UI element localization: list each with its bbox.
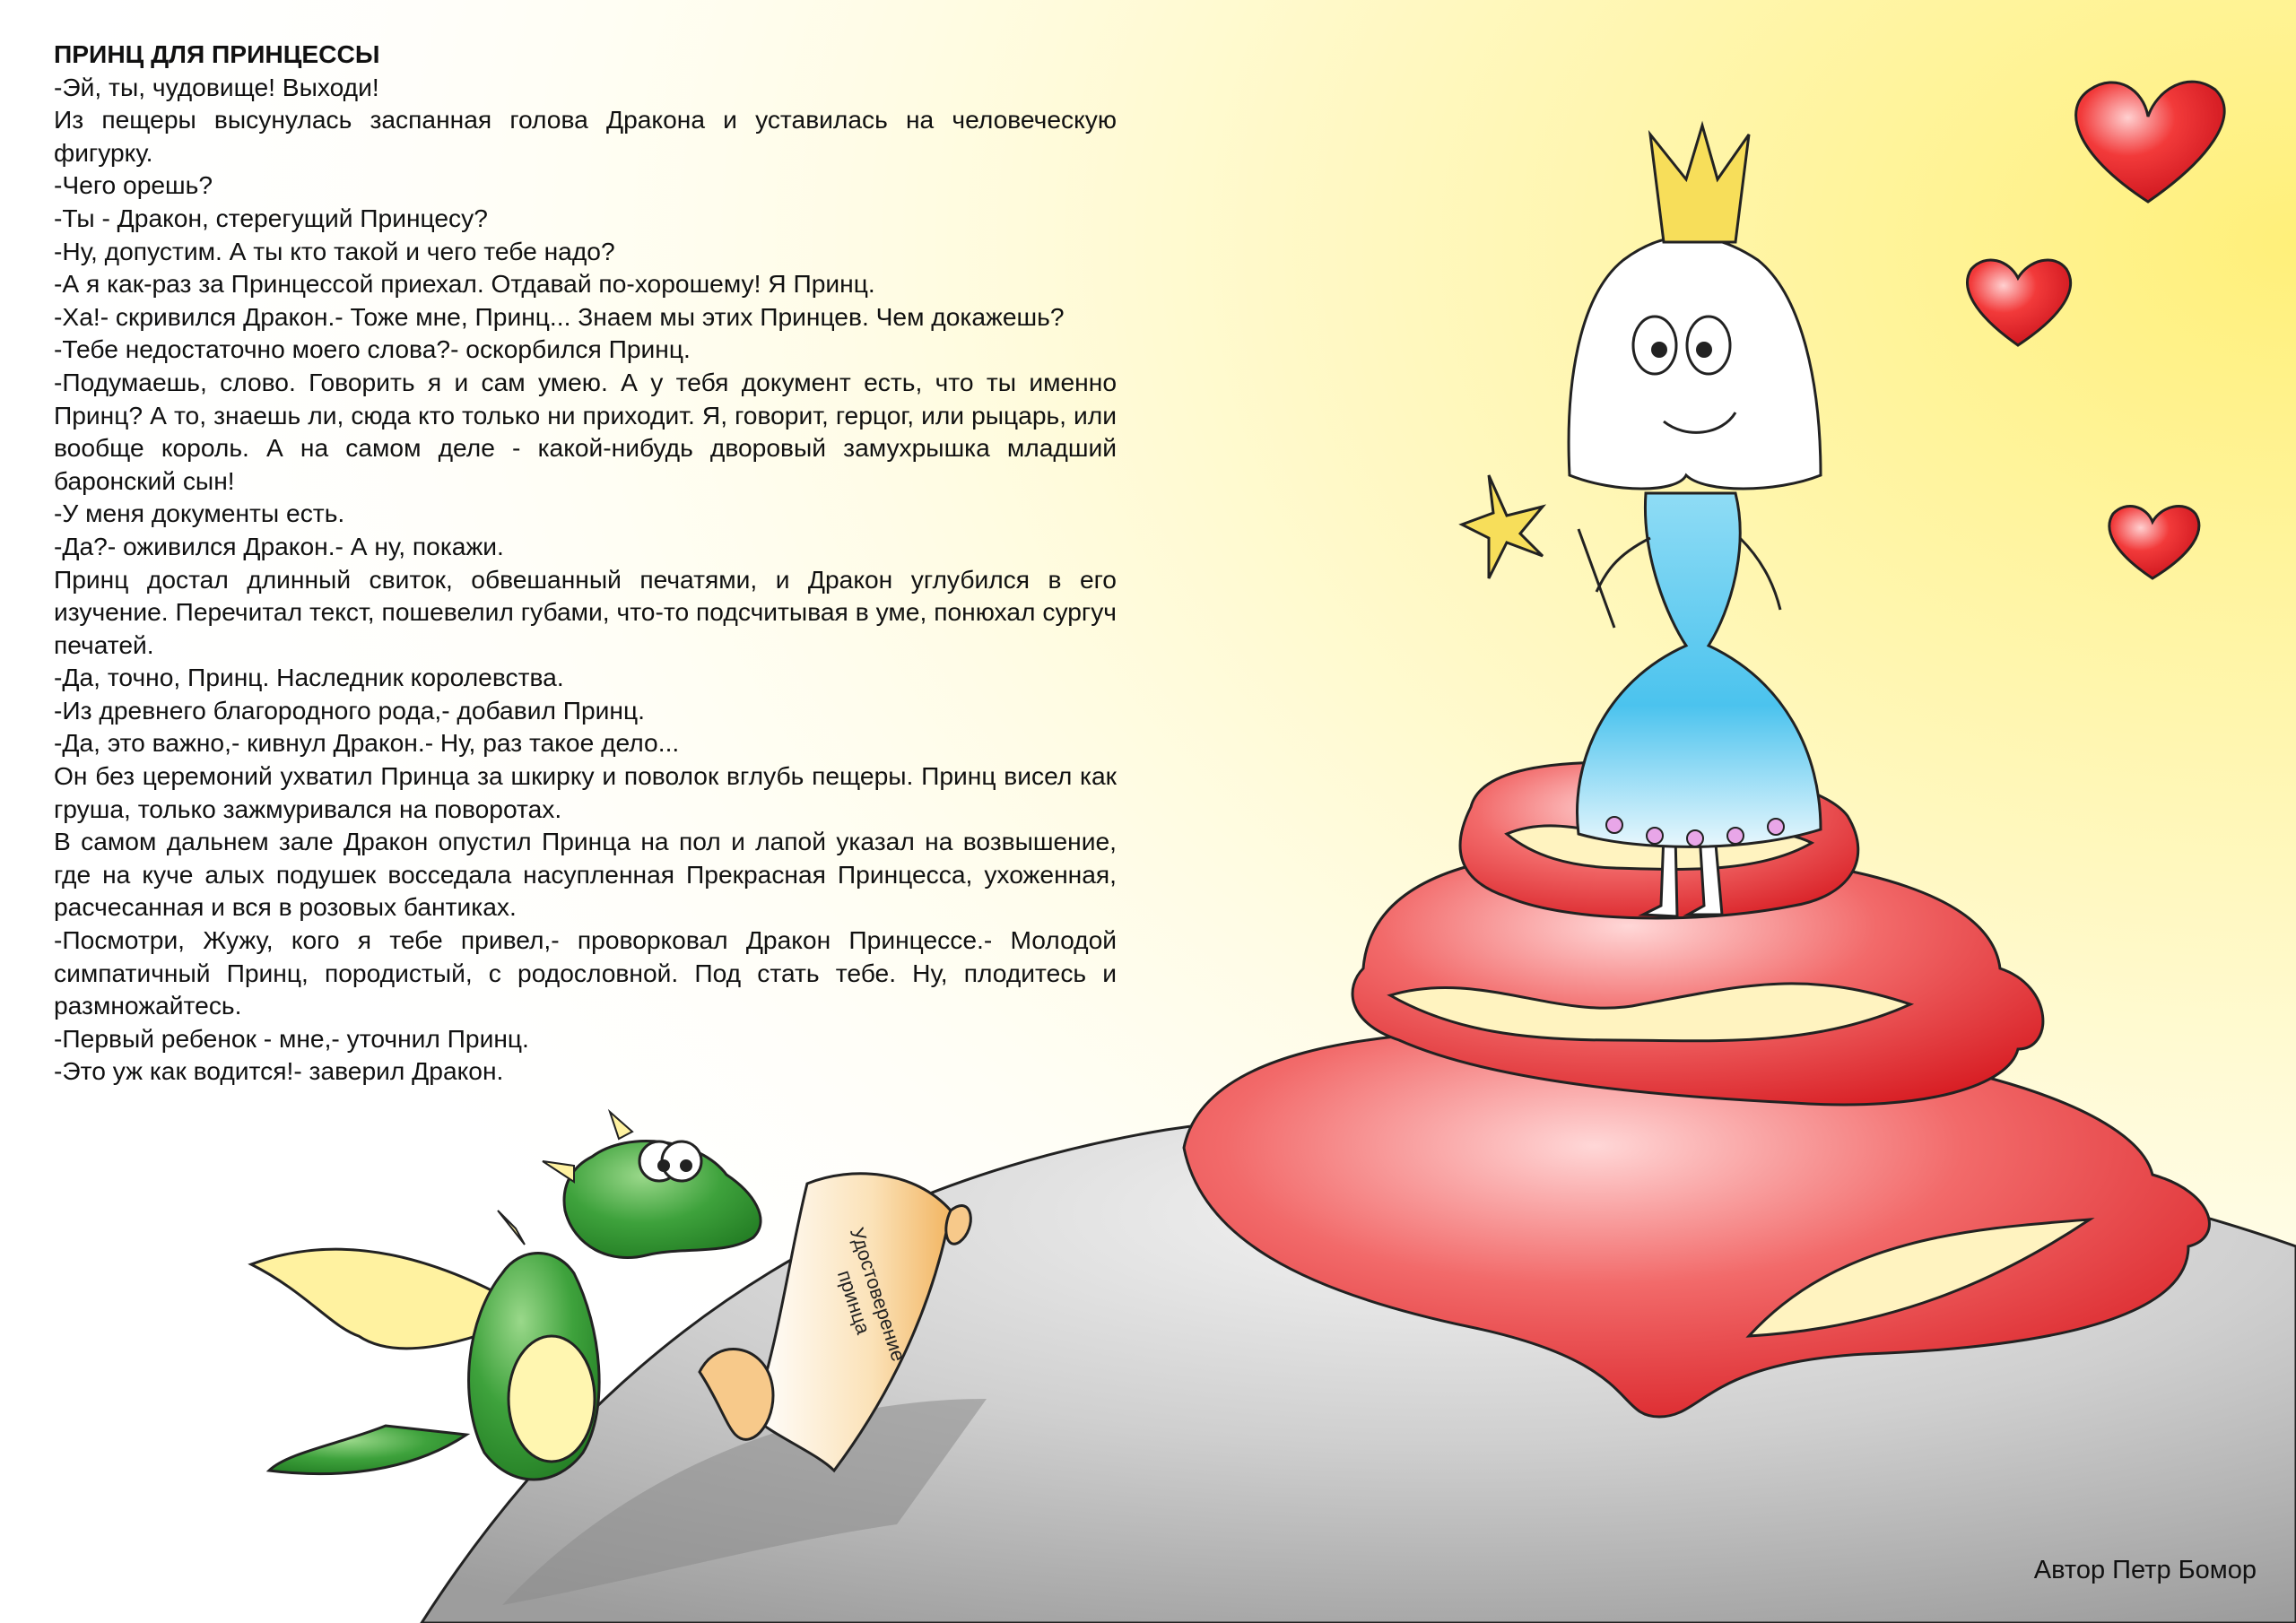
story-paragraph: -Ты - Дракон, стерегущий Принцесу? [54,203,488,232]
story-paragraph: -Ну, допустим. А ты кто такой и чего тебе надо? [54,236,615,265]
story-paragraph: -Это уж как водится!- заверил Дракон. [54,1056,504,1086]
story-paragraph: -Посмотри, Жужу, кого я тебе привел,- проворковал Дракон Принцессе.- Молодой симпатичный Принц, породистый, с родословной. Под стать тебе. Ну, плодитесь и размножайтесь. [54,925,1117,1020]
story-paragraph: -Тебе недостаточно моего слова?- оскорбился Принц. [54,334,691,364]
story-paragraph: -У меня документы есть. [54,499,345,528]
story-text [54,38,1117,1088]
story-paragraph: -Эй, ты, чудовище! Выходи! [54,72,379,101]
story-paragraph: -Подумаешь, слово. Говорить я и сам умею. А у тебя документ есть, что ты именно Принц? А то, знаешь ли, сюда кто только ни приходит. Я, говорит, герцог, или рыцарь, или вообще король. А на самом деле - какой-нибудь дворовый замухрышка младший баронский сын! [54,367,1117,495]
story-paragraph: -Да?- оживился Дракон.- А ну, покажи. [54,531,504,560]
story-paragraph: Он без церемоний ухватил Принца за шкирку и поволок вглубь пещеры. Принц висел как груша, только зажмуривался на поворотах. [54,761,1117,823]
scroll-label: Удостоверение принца [832,1224,910,1365]
story-paragraph: Принц достал длинный свиток, обвешанный печатями, и Дракон углубился в его изучение. Перечитал текст, пошевелил губами, что-то подсчитывая в уме, понюхал сургуч печатей. [54,564,1117,659]
story-paragraph: -Да, точно, Принц. Наследник королевства. [54,663,564,692]
story-paragraph: -Ха!- скривился Дракон.- Тоже мне, Принц... Знаем мы этих Принцев. Чем докажешь? [54,301,1065,331]
story-paragraph: Из пещеры высунулась заспанная голова Дракона и уставилась на человеческую фигурку. [54,105,1117,167]
story-paragraph: -А я как-раз за Принцессой приехал. Отдавай по-хорошему! Я Принц. [54,269,875,299]
story-paragraph: -Из древнего благородного рода,- добавил Принц. [54,695,645,725]
author-credit: Автор Петр Бомор [2033,1556,2257,1584]
story-paragraph: В самом дальнем зале Дракон опустил Принца на пол и лапой указал на возвышение, где на куче алых подушек восседала насупленная Прекрасная Принцесса, ухоженная, расчесанная и вся в розовых бантиках. [54,827,1117,922]
story-paragraph: -Да, это важно,- кивнул Дракон.- Ну, раз такое дело... [54,728,680,758]
story-paragraph: -Первый ребенок - мне,- уточнил Принц. [54,1023,529,1053]
story-title: ПРИНЦ ДЛЯ ПРИНЦЕССЫ [54,39,380,68]
story-paragraph: -Чего орешь? [54,170,213,200]
